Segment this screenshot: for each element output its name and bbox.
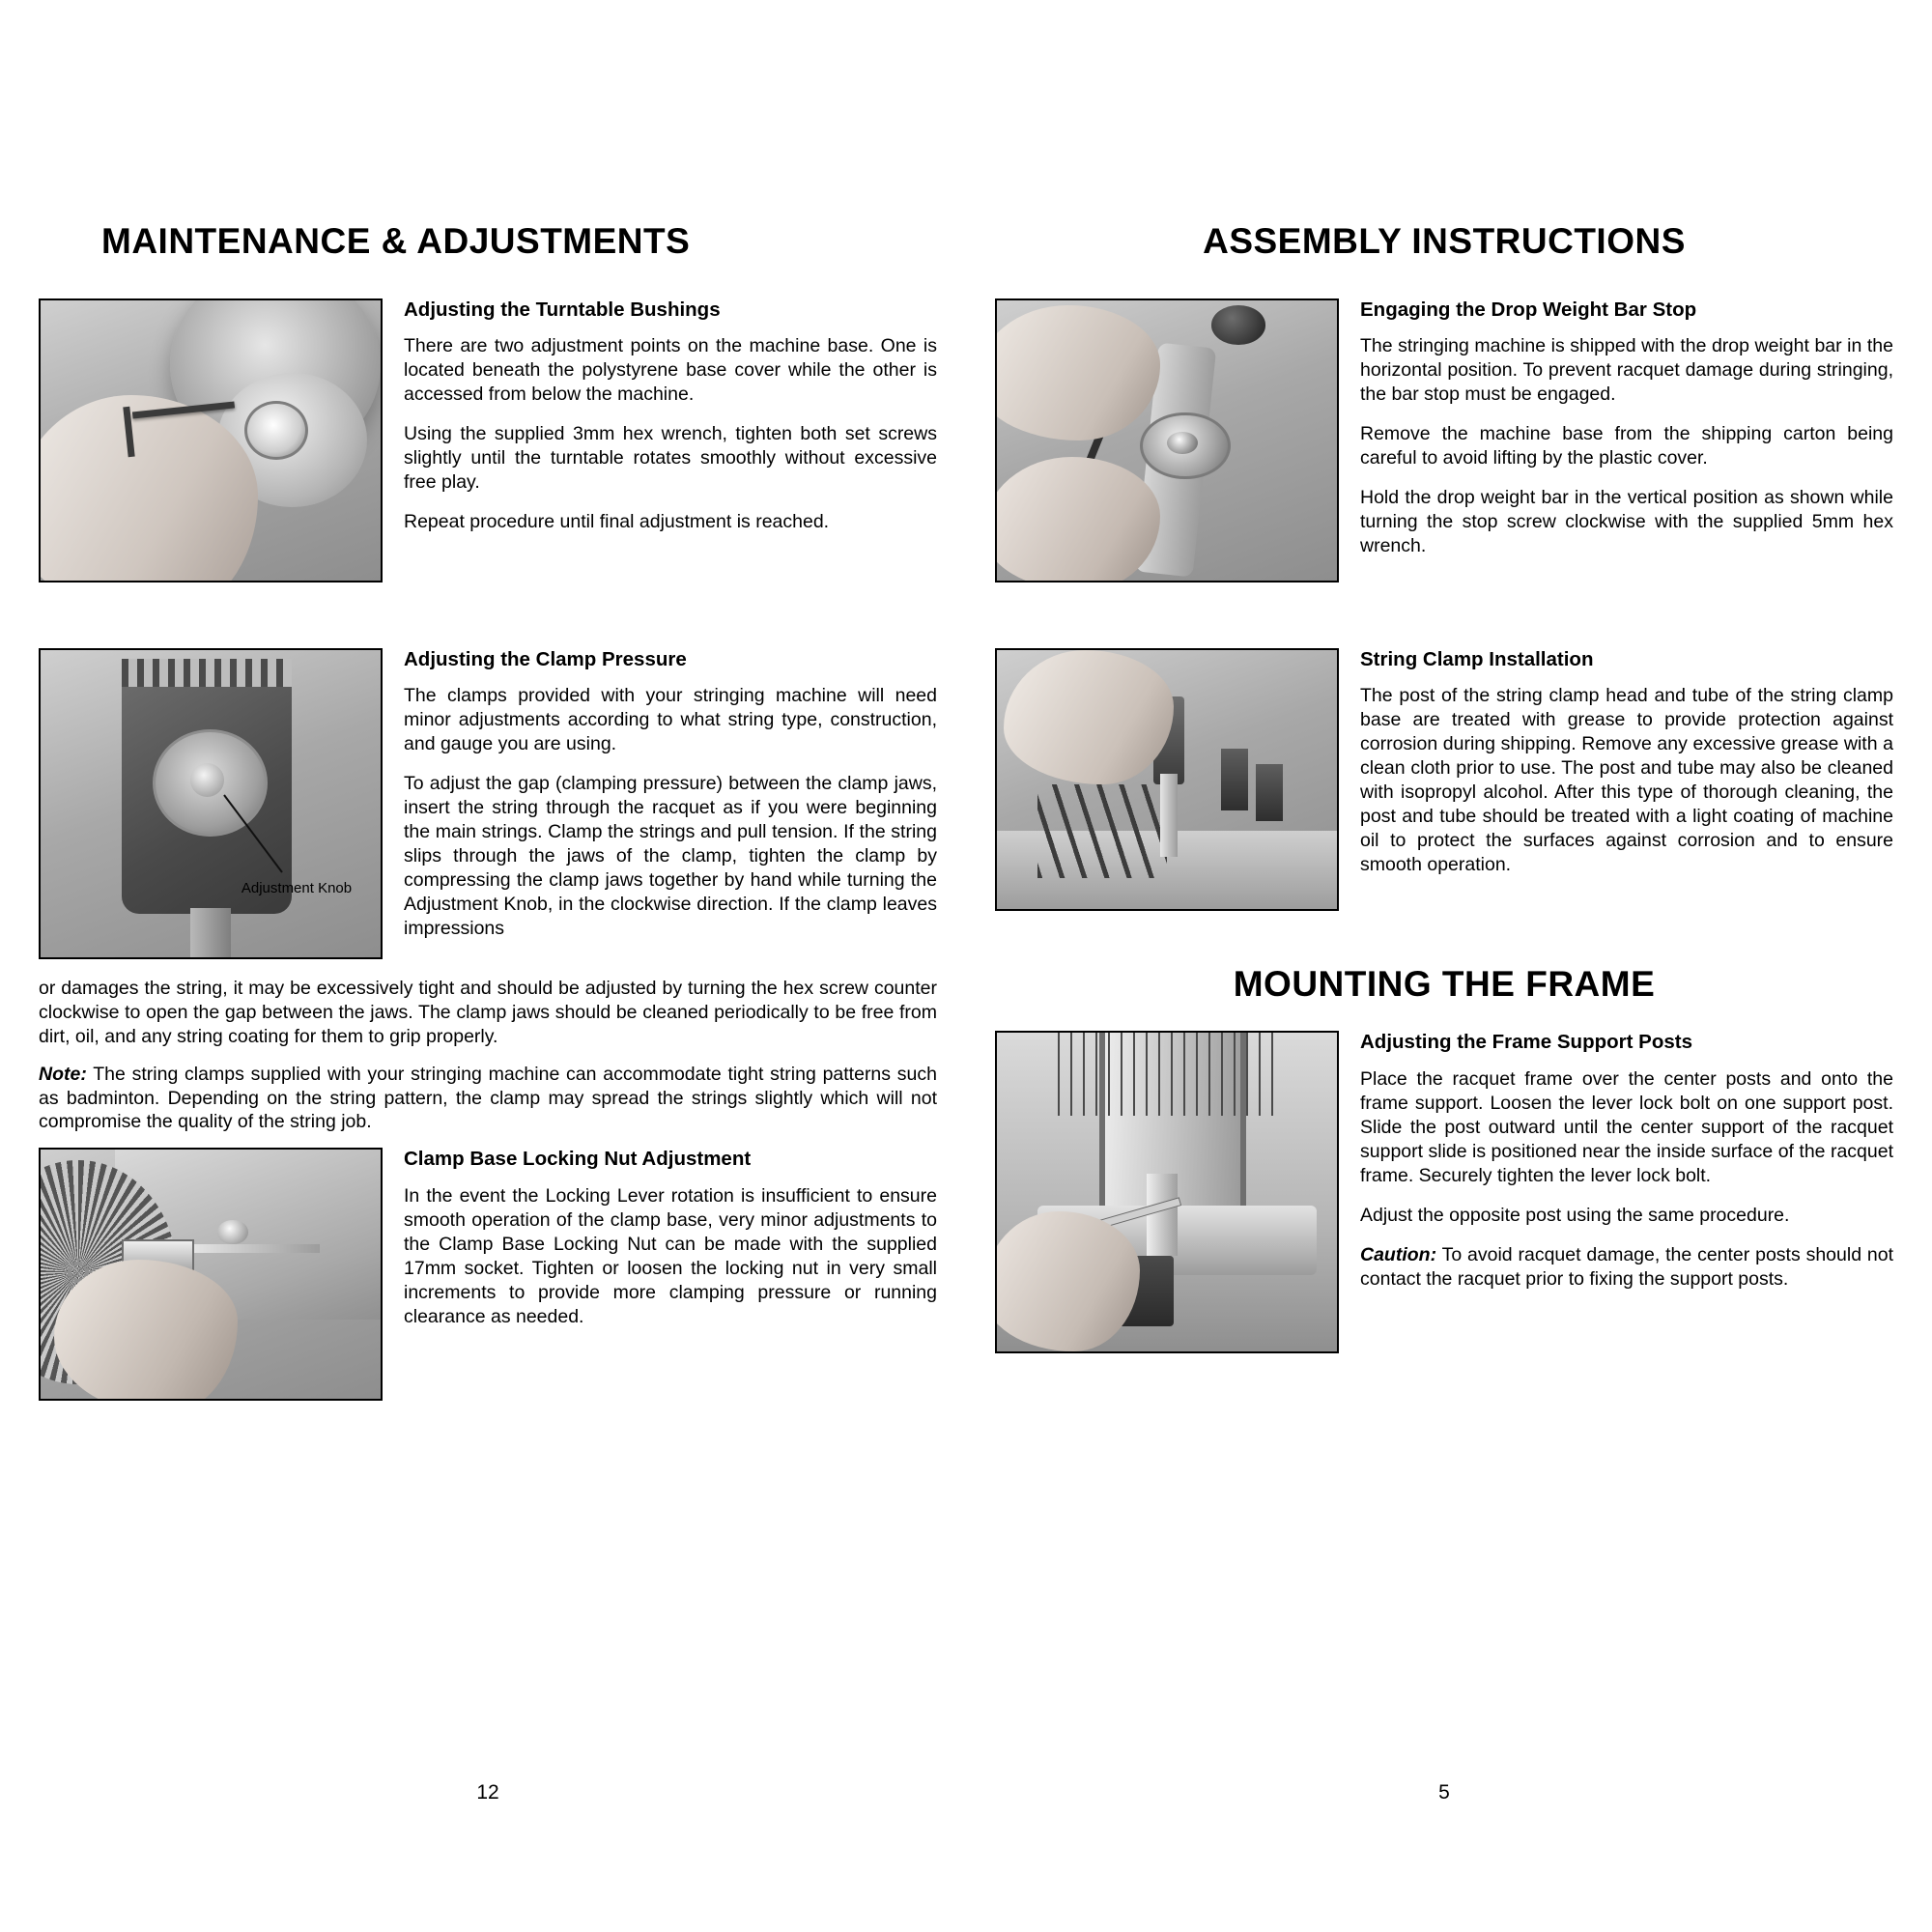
paragraph: Remove the machine base from the shipping carton being careful to avoid lifting by the plastic cover. (1360, 423, 1893, 469)
section-string-clamp-installation (995, 648, 1893, 911)
page-number-left: 12 (476, 1781, 499, 1804)
paragraph: The clamps provided with your stringing machine will need minor adjustments according to what string type, construction, and gauge you are using. (404, 685, 937, 755)
black-knob (1211, 305, 1265, 345)
turntable-bushing-hole (244, 401, 308, 460)
adjustment-knob-caption: Adjustment Knob (241, 879, 353, 896)
note-text: The string clamps supplied with your stringing machine can accommodate tight string patterns such as badminton. Depending on the string pattern, the clamp may spread the strings slightly which will not compromise the quality of the string job. (39, 1063, 937, 1133)
paragraph: The post of the string clamp head and tube of the string clamp base are treated with grease to provide protection against corrosion during shipping. Remove any excessive grease with a clean cloth prior to use. The post and tube may also be cleaned with isopropyl alcohol. After this type of thorough cleaning, the post and tube should be treated with a light coating of machine oil to protect the surfaces against corrosion and to ensure smooth operation. (1360, 685, 1893, 875)
section-heading: Engaging the Drop Weight Bar Stop (1360, 298, 1697, 321)
section-text (404, 648, 937, 959)
section-adjusting-clamp-pressure (39, 648, 937, 959)
caution-text: To avoid racquet damage, the center posts should not contact the racquet prior to fixing the support posts. (1360, 1243, 1893, 1290)
paragraph: Repeat procedure until final adjustment is reached. (404, 511, 830, 532)
photo-content (41, 1150, 381, 1399)
section-text (1360, 648, 1893, 911)
paragraph: The stringing machine is shipped with the drop weight bar in the horizontal position. To prevent racquet damage during stringing, the bar stop must be engaged. (1360, 335, 1893, 406)
caption-leader-line (41, 650, 381, 957)
two-page-spread (39, 221, 1893, 1804)
section-adjusting-frame-support-posts (995, 1031, 1893, 1353)
photo-content (997, 1033, 1337, 1351)
section-clamp-base-locking-nut (39, 1148, 937, 1401)
paragraph: Using the supplied 3mm hex wrench, tighten both set screws slightly until the turntable rotates smoothly without excessive free play. (404, 423, 937, 494)
right-page (995, 221, 1893, 1804)
frame-support-posts-photo (995, 1031, 1339, 1353)
string-clamp-third (1256, 764, 1283, 821)
hub-center (1167, 432, 1198, 454)
racquet-strings (1058, 1033, 1282, 1116)
paragraph: Adjust the opposite post using the same procedure. (1360, 1204, 1790, 1226)
section-heading: Clamp Base Locking Nut Adjustment (404, 1148, 752, 1171)
turntable-bushing-adjustment-photo (39, 298, 383, 582)
drop-weight-bar-stop-photo (995, 298, 1339, 582)
page-title-assembly: ASSEMBLY INSTRUCTIONS (1203, 221, 1686, 261)
photo-content (997, 650, 1337, 909)
clamp-pressure-note (39, 1063, 937, 1135)
hand (995, 1211, 1140, 1351)
clamp-stand-legs (1037, 784, 1167, 877)
clamp-post (1160, 774, 1178, 857)
section-heading: Adjusting the Turntable Bushings (404, 298, 721, 321)
lower-hand (995, 457, 1160, 582)
clamp-pressure-adjustment-photo (39, 648, 383, 959)
caution-paragraph (1360, 1243, 1893, 1292)
locking-nut (217, 1220, 248, 1245)
paragraph: There are two adjustment points on the machine base. One is located beneath the polystyrene base cover while the other is accessed from below the machine. (404, 335, 937, 406)
hand (54, 1260, 238, 1401)
string-clamp-second (1221, 749, 1248, 810)
paragraph: To adjust the gap (clamping pressure) between the clamp jaws, insert the string through the racquet as if you were beginning the main strings. Clamp the strings and pull tension. If the string slips through the jaws of the clamp, tighten the clamp by compressing the clamp jaws together by hand while turning the Adjustment Knob, in the clockwise direction. If the clamp leaves impressions (404, 773, 937, 939)
photo-content (41, 650, 381, 957)
note-label: Note: (39, 1063, 87, 1085)
center-support-post (1147, 1174, 1178, 1257)
paragraph: Hold the drop weight bar in the vertical position as shown while turning the stop screw clockwise with the supplied 5mm hex wrench. (1360, 487, 1893, 556)
clamp-pressure-continuation: or damages the string, it may be excessively tight and should be adjusted by turning the hex screw counter clockwise to open the gap between the jaws. The clamp jaws should be cleaned periodically to be free from dirt, oil, and any string coating for them to grip properly. (39, 977, 937, 1047)
page-number-right: 5 (1438, 1781, 1450, 1804)
paragraph: Place the racquet frame over the center posts and onto the frame support. Loosen the lever lock bolt on one support post. Slide the post outward until the center support of the racquet support slide is positioned near the inside surface of the racquet frame. Securely tighten the lever lock bolt. (1360, 1067, 1893, 1186)
section-text (1360, 1031, 1893, 1353)
left-page (39, 221, 937, 1804)
caution-label: Caution: (1360, 1243, 1437, 1265)
section-engaging-drop-weight-bar-stop (995, 298, 1893, 582)
photo-content (41, 300, 381, 581)
section-adjusting-turntable-bushings (39, 298, 937, 582)
string-clamp-installation-photo (995, 648, 1339, 911)
photo-content (997, 300, 1337, 581)
section-heading: Adjusting the Frame Support Posts (1360, 1031, 1692, 1054)
section-heading: String Clamp Installation (1360, 647, 1594, 670)
section-text (404, 1148, 937, 1401)
section-text (1360, 298, 1893, 582)
page-title-maintenance: MAINTENANCE & ADJUSTMENTS (101, 221, 691, 261)
clamp-base-locking-nut-photo (39, 1148, 383, 1401)
section-text (404, 298, 937, 582)
section-heading: Adjusting the Clamp Pressure (404, 647, 687, 670)
page-title-mounting-the-frame: MOUNTING THE FRAME (1233, 963, 1656, 1004)
hand (1004, 650, 1174, 784)
paragraph: In the event the Locking Lever rotation is insufficient to ensure smooth operation of the clamp base, very minor adjustments to the Clamp Base Locking Nut can be made with the supplied 17mm socket. Tighten or loosen the locking nut in very small increments to provide more clamping pressure or running clearance as needed. (404, 1185, 937, 1327)
